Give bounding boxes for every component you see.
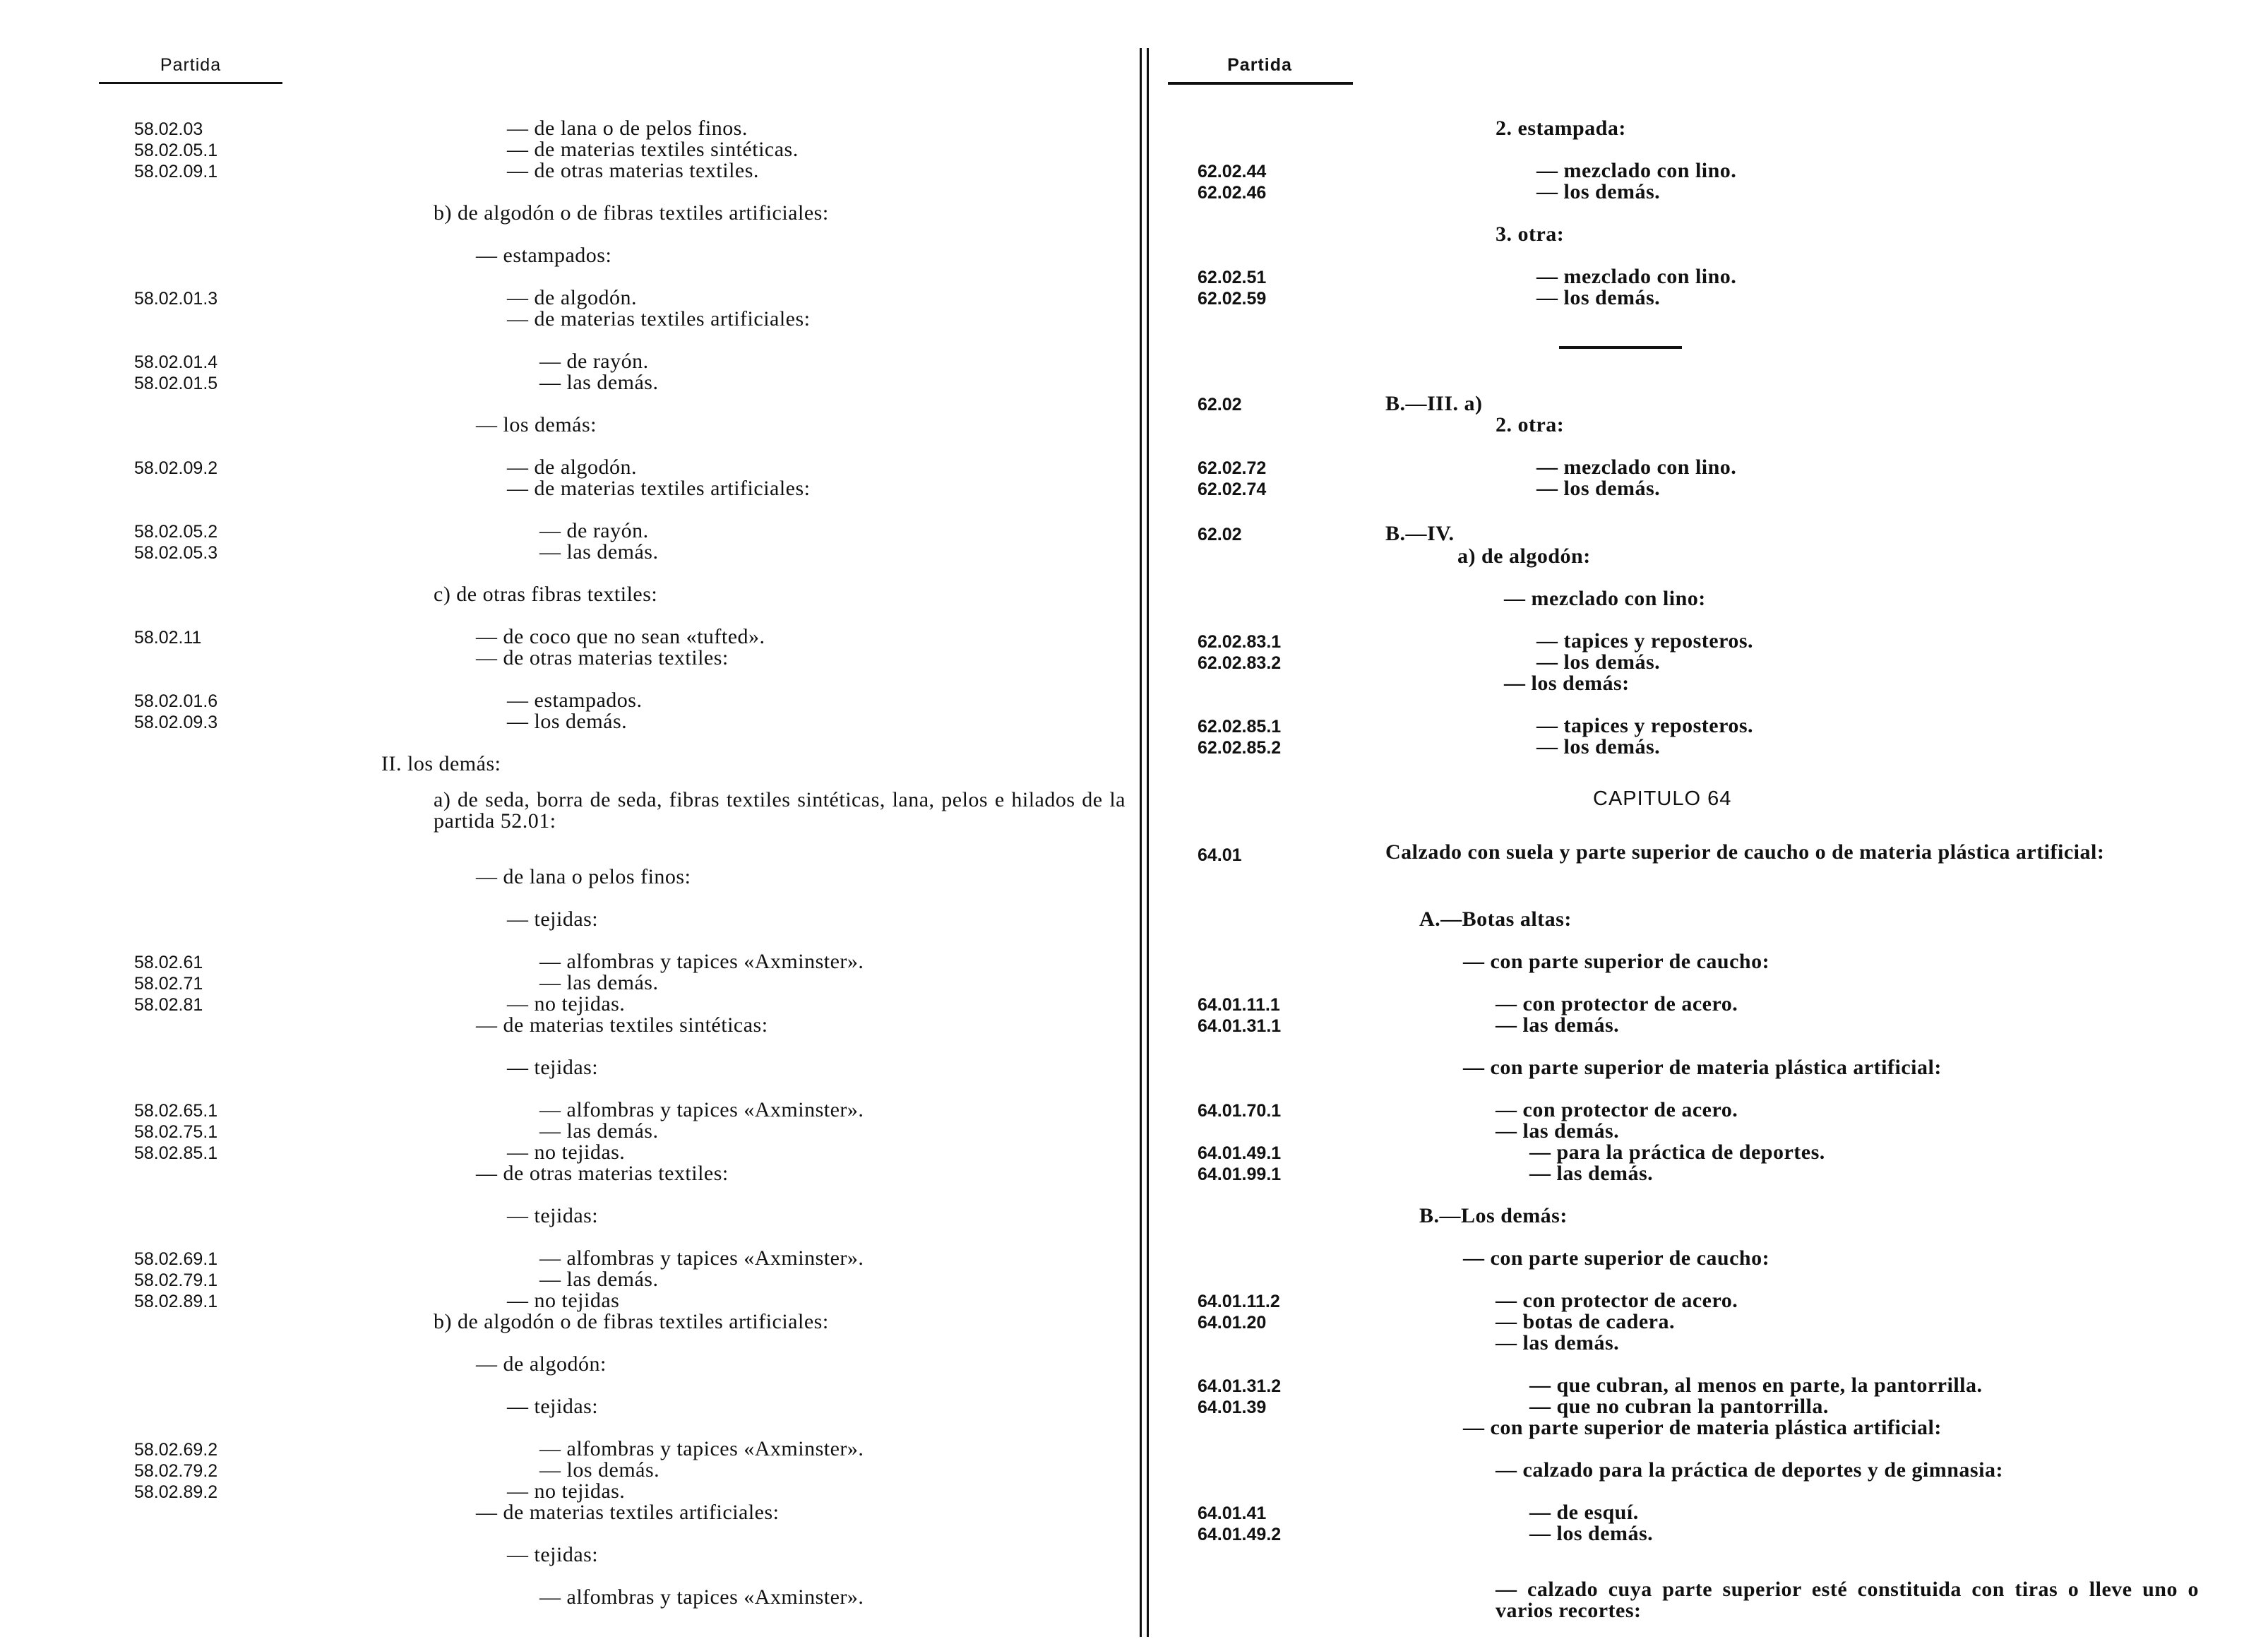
- entry-text: — las demás.: [1496, 1331, 1620, 1354]
- tariff-code: 58.02.01.4: [134, 352, 218, 372]
- tariff-code: 64.01.99.1: [1198, 1164, 1282, 1184]
- tariff-code: 62.02.83.2: [1198, 653, 1282, 673]
- entry-text: — las demás.: [539, 1268, 659, 1291]
- entry-text: — no tejidas.: [507, 1140, 626, 1164]
- entry-text: — de lana o de pelos finos.: [507, 117, 748, 140]
- entry-text: — que no cubran la pantorrilla.: [1529, 1395, 1829, 1418]
- entry-text: — los demás.: [1536, 180, 1661, 203]
- tariff-code: 58.02.75.1: [134, 1122, 218, 1142]
- entry-text: — no tejidas: [507, 1289, 620, 1312]
- entry-text: — botas de cadera.: [1496, 1310, 1675, 1333]
- tariff-code: 62.02.74: [1198, 480, 1267, 499]
- entry-text: — las demás.: [539, 971, 659, 994]
- entry-text: — alfombras y tapices «Axminster».: [539, 1585, 864, 1609]
- entry-text: — los demás:: [476, 413, 597, 436]
- chapter-heading-text: Calzado con suela y parte superior de caucho o de materia plástica artificial:: [1385, 840, 2105, 864]
- entry-text: — de lana o pelos finos:: [476, 865, 691, 888]
- tariff-code: 58.02.79.1: [134, 1270, 218, 1290]
- entry-text: — de otras materias textiles:: [476, 1162, 729, 1185]
- entry-text: 3. otra:: [1496, 222, 1565, 246]
- left-column: [0, 0, 1130, 1644]
- tariff-code: 58.02.01.3: [134, 289, 218, 309]
- entry-text: — con protector de acero.: [1496, 1289, 1738, 1312]
- entry-text: — de materias textiles artificiales:: [507, 307, 811, 330]
- entry-text: 2. estampada:: [1496, 117, 1626, 140]
- entry-text: — que cubran, al menos en parte, la pantorrilla.: [1529, 1374, 1983, 1397]
- entry-text: — de coco que no sean «tufted».: [476, 625, 765, 648]
- entry-text: — mezclado con lino.: [1536, 455, 1737, 479]
- entry-text: — de otras materias textiles.: [507, 159, 759, 182]
- entry-text: b) de algodón o de fibras textiles artificiales:: [434, 201, 829, 225]
- entry-text: — los demás.: [1536, 286, 1661, 309]
- entry-text: — tejidas:: [507, 1543, 599, 1566]
- entry-text: — tapices y reposteros.: [1536, 629, 1754, 653]
- entry-text: — de otras materias textiles:: [476, 646, 729, 669]
- entry-text: — para la práctica de deportes.: [1529, 1140, 1825, 1164]
- tariff-code: 62.02.72: [1198, 458, 1267, 478]
- tariff-code: 64.01.20: [1198, 1313, 1267, 1333]
- tariff-code: 58.02.79.2: [134, 1461, 218, 1481]
- entry-text: — los demás.: [539, 1458, 660, 1482]
- tariff-code: 64.01.41: [1198, 1503, 1267, 1523]
- column-divider: [1140, 48, 1142, 1637]
- entry-text: — los demás.: [1536, 735, 1661, 758]
- entry-text: — de algodón.: [507, 455, 637, 479]
- header-rule: [99, 82, 282, 84]
- tariff-code: 64.01.31.2: [1198, 1376, 1282, 1396]
- tariff-code: 62.02.46: [1198, 183, 1267, 203]
- header-rule: [1168, 82, 1353, 85]
- tariff-code: 58.02.89.2: [134, 1482, 218, 1502]
- tariff-code: 58.02.85.1: [134, 1143, 218, 1163]
- entry-text: a) de algodón:: [1457, 544, 1591, 568]
- entry-text: — no tejidas.: [507, 992, 626, 1015]
- entry-text: B.—Los demás:: [1419, 1204, 1568, 1227]
- entry-text: — de materias textiles artificiales:: [507, 477, 811, 500]
- entry-text: 2. otra:: [1496, 413, 1565, 436]
- entry-text: — de algodón:: [476, 1352, 607, 1376]
- tariff-code: 64.01.11.2: [1198, 1292, 1280, 1311]
- tariff-code: 58.02.09.3: [134, 713, 218, 732]
- entry-text: — de rayón.: [539, 519, 649, 542]
- tariff-code: 64.01.39: [1198, 1398, 1267, 1417]
- chapter-title: CAPITULO 64: [1593, 787, 1732, 810]
- tariff-code: 64.01.70.1: [1198, 1101, 1282, 1121]
- entry-text: — los demás:: [1504, 672, 1630, 695]
- last-paragraph: — calzado cuya parte superior esté constituida con tiras o lleve uno o varios recortes:: [1496, 1578, 2199, 1622]
- entry-text: — las demás.: [539, 1119, 659, 1143]
- tariff-code: 62.02.59: [1198, 289, 1267, 309]
- tariff-code: 62.02.85.2: [1198, 738, 1282, 758]
- entry-text: B.—IV.: [1385, 522, 1455, 545]
- tariff-code: 58.02.11: [134, 628, 202, 648]
- entry-text: — calzado para la práctica de deportes y de gimnasia:: [1496, 1458, 2003, 1482]
- tariff-code: 62.02: [1198, 525, 1242, 544]
- entry-text: — con parte superior de materia plástica artificial:: [1463, 1056, 1942, 1079]
- tariff-code: 64.01.11.1: [1198, 995, 1280, 1015]
- entry-text: — no tejidas.: [507, 1479, 626, 1503]
- entry-text: — las demás.: [539, 540, 659, 564]
- tariff-code: 58.02.69.2: [134, 1440, 218, 1460]
- tariff-code: 58.02.09.1: [134, 162, 218, 181]
- entry-text: c) de otras fibras textiles:: [434, 583, 658, 606]
- entry-text: — tapices y reposteros.: [1536, 714, 1754, 737]
- entry-text: — de rayón.: [539, 350, 649, 373]
- entry-text: — las demás.: [1529, 1162, 1654, 1185]
- entry-text: — de materias textiles sintéticas.: [507, 138, 799, 161]
- entry-text: — tejidas:: [507, 1204, 599, 1227]
- entry-text: — con parte superior de caucho:: [1463, 950, 1770, 973]
- entry-text: — las demás.: [539, 371, 659, 394]
- entry-text: — mezclado con lino.: [1536, 159, 1737, 182]
- entry-text: — las demás.: [1496, 1013, 1620, 1037]
- entry-text: — con parte superior de materia plástica artificial:: [1463, 1416, 1942, 1439]
- entry-text: — alfombras y tapices «Axminster».: [539, 950, 864, 973]
- entry-text: — los demás.: [1529, 1522, 1654, 1545]
- tariff-code: 58.02.09.2: [134, 458, 218, 478]
- entry-text: — alfombras y tapices «Axminster».: [539, 1246, 864, 1270]
- entry-text: — mezclado con lino:: [1504, 587, 1706, 610]
- entry-text: b) de algodón o de fibras textiles artificiales:: [434, 1310, 829, 1333]
- entry-text: — estampados:: [476, 244, 612, 267]
- entry-text: — tejidas:: [507, 907, 599, 931]
- tariff-code: 62.02.85.1: [1198, 717, 1282, 737]
- tariff-code: 58.02.69.1: [134, 1249, 218, 1269]
- tariff-code: 58.02.05.3: [134, 543, 218, 563]
- section-a-paragraph: a) de seda, borra de seda, fibras textiles sintéticas, lana, pelos e hilados de la partida 52.01:: [434, 788, 1126, 833]
- entry-text: — tejidas:: [507, 1395, 599, 1418]
- chapter-code: 64.01: [1198, 845, 1242, 865]
- entry-text: — con protector de acero.: [1496, 992, 1738, 1015]
- entry-text: — alfombras y tapices «Axminster».: [539, 1437, 864, 1460]
- tariff-code: 58.02.65.1: [134, 1101, 218, 1121]
- entry-text: — con protector de acero.: [1496, 1098, 1738, 1121]
- entry-text: — los demás.: [1536, 650, 1661, 674]
- partida-header: Partida: [1227, 55, 1292, 75]
- entry-text: — de materias textiles artificiales:: [476, 1501, 780, 1524]
- entry-text: — alfombras y tapices «Axminster».: [539, 1098, 864, 1121]
- entry-text: — tejidas:: [507, 1056, 599, 1079]
- tariff-code: 64.01.49.2: [1198, 1525, 1282, 1544]
- partida-header: Partida: [160, 55, 222, 75]
- tariff-code: 58.02.05.2: [134, 522, 218, 542]
- entry-text: — con parte superior de caucho:: [1463, 1246, 1770, 1270]
- entry-text: — de algodón.: [507, 286, 637, 309]
- tariff-code: 58.02.89.1: [134, 1292, 218, 1311]
- section-separator: [1559, 346, 1682, 349]
- tariff-code: 58.02.71: [134, 974, 203, 994]
- tariff-code: 64.01.31.1: [1198, 1016, 1282, 1036]
- entry-text: II. los demás:: [381, 752, 501, 775]
- tariff-code: 58.02.81: [134, 995, 203, 1015]
- tariff-code: 62.02: [1198, 395, 1242, 415]
- entry-text: — los demás.: [507, 710, 628, 733]
- tariff-code: 62.02.44: [1198, 162, 1267, 181]
- tariff-code: 58.02.03: [134, 119, 203, 139]
- tariff-code: 58.02.01.5: [134, 374, 218, 393]
- tariff-code: 64.01.49.1: [1198, 1143, 1282, 1163]
- entry-text: — mezclado con lino.: [1536, 265, 1737, 288]
- tariff-code: 58.02.61: [134, 953, 203, 972]
- entry-text: — los demás.: [1536, 477, 1661, 500]
- entry-text: B.—III. a): [1385, 392, 1483, 415]
- tariff-code: 58.02.05.1: [134, 141, 218, 160]
- tariff-code: 58.02.01.6: [134, 691, 218, 711]
- entry-text: — de materias textiles sintéticas:: [476, 1013, 768, 1037]
- entry-text: — de esquí.: [1529, 1501, 1639, 1524]
- entry-text: — las demás.: [1496, 1119, 1620, 1143]
- tariff-code: 62.02.51: [1198, 268, 1267, 287]
- entry-text: — estampados.: [507, 689, 643, 712]
- tariff-code: 62.02.83.1: [1198, 632, 1282, 652]
- entry-text: A.—Botas altas:: [1419, 907, 1572, 931]
